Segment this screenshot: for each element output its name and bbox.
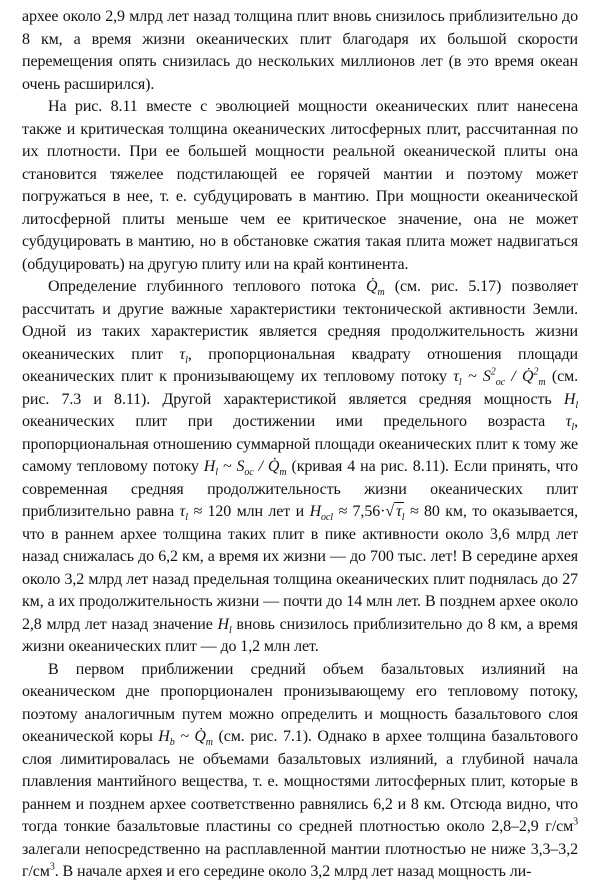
heat-flow-symbol: $Q̇_m$ [366,278,385,299]
h-symbol-2: $H_l$ [217,615,232,636]
formula-h-ocl: $H_{ocl} \approx 7,56\cdot√$ $\tau_l \approx 80$ [309,503,440,524]
p3-text-2: (см. рис. 5.17) позволяет рассчитать и другие важные характеристики тектонической активности Земли. Одной из таких характеристик является средняя продолжительность жизни океанических плит [22,278,578,363]
paragraph-3 [22,276,578,659]
formula-hb: $H_b$ ~ $Q̇_m$ [158,728,213,749]
tau-symbol-2: $\tau_l$ [565,413,575,434]
superscript-3-b: 3 [49,861,55,873]
tau-symbol-1: $\tau_l$ [179,345,188,366]
p3-text-6: , пропорциональная отношению суммарной площади океанических плит к тому же самому тепловому потоку [22,413,578,475]
paragraph-4 [22,659,578,884]
p3-text-8: млн лет и [231,503,310,520]
p4-text-3: залегали непосредственно на расплавленной мантии плотностью не ниже 3,3–3,2 г/см [22,840,578,880]
formula-h-ratio: $H_l$ ~ $S_{oc}$ / $Q̇_m$ [203,458,287,479]
p3-text-7: (кривая 4 на рис. 8.11). Если принять, что современная средняя продолжительность жизни океанических плит приблизительно равна [22,458,578,520]
p4-text-2: (см. рис. 7.1). Однако в архее толщина базальтового слоя лимитировалась не объемами базальтовых излияний, а глубиной начала плавления мантийного вещества, т. е. мощностями литосферных плит, которые в раннем и позднем архее соответственно равнялись 6,2 и 8 км. Отсюда видно, что тогда тонкие базальтовые пластины со средней плотностью около 2,8–2,9 г/см [22,728,579,835]
p3-text-10: вновь снизилось приблизительно до 8 км, а время жизни океанических плит — до 1,2 млн лет. [22,615,579,655]
p3-text-9: км, то оказывается, что в раннем архее толщина таких плит в пике активности около 3,6 млрд лет назад снижалась до 6,2 км, а время их жизни — до 700 тыс. лет! В середине архея около 3,2 млрд лет назад предельная толщина океанических плит поднялась до 27 км, а их продолжительность жизни — почти до 14 млн лет. В позднем архее около 2,8 млрд лет назад значение [22,503,578,633]
h-symbol-1: $H_l$ [563,390,578,411]
formula-tau-ratio: $\tau_l$ ~ $S^2_{oc}$ / Q̇$^2_m$ [453,366,546,389]
paragraph-1 [22,6,578,96]
superscript-3-a: 3 [573,816,578,828]
p3-text-3: , пропорциональная квадрату отношения площади океанических плит к пронизывающему их тепловому потоку [22,345,578,385]
p4-text-4: . В начале архея и его середине около 3,2 млрд лет назад мощность ли- [54,863,532,880]
p3-text-1: Определение глубинного теплового потока [48,278,366,295]
paragraph-2 [22,96,578,276]
p3-text-4: (см. рис. 7.3 и 8.11). Другой характеристикой является средняя мощность [22,368,578,408]
p4-text-1: В первом приближении средний объем базальтовых излияний на океаническом дне пропорционален пронизывающему его тепловому потоку, поэтому аналогичным путем можно определить и мощность базальтового слоя океанической коры [22,660,578,745]
p2-text-1: На рис. 8.11 вместе с эволюцией мощности океанических плит нанесена также и критическая толщина океанических литосферных плит, рассчитанная по их плотности. При ее большей мощности реальной океанической плиты она становится тяжелее подстилающей ее горячей мантии и поэтому может погружаться в нее, т. е. субдуцировать в мантию. При мощности океанической литосферной плиты меньше чем ее критическое значение, она не может субдуцировать в мантию, но в обстановке сжатия такая плита может надвигаться (обдуцировать) на другую плиту или на край континента. [22,98,578,273]
formula-tau-120: $\tau_l \approx 120$ [179,503,232,524]
p3-text-5: океанических плит при достижении ими предельного возраста [22,413,566,430]
p1-text-1: архее около 2,9 млрд лет назад толщина плит вновь снизилось приблизительно до 8 км, а время жизни океанических плит благодаря их большой скорости перемещения опять снизилась до нескольких миллионов лет (в это время океан очень расширился). [22,8,578,93]
